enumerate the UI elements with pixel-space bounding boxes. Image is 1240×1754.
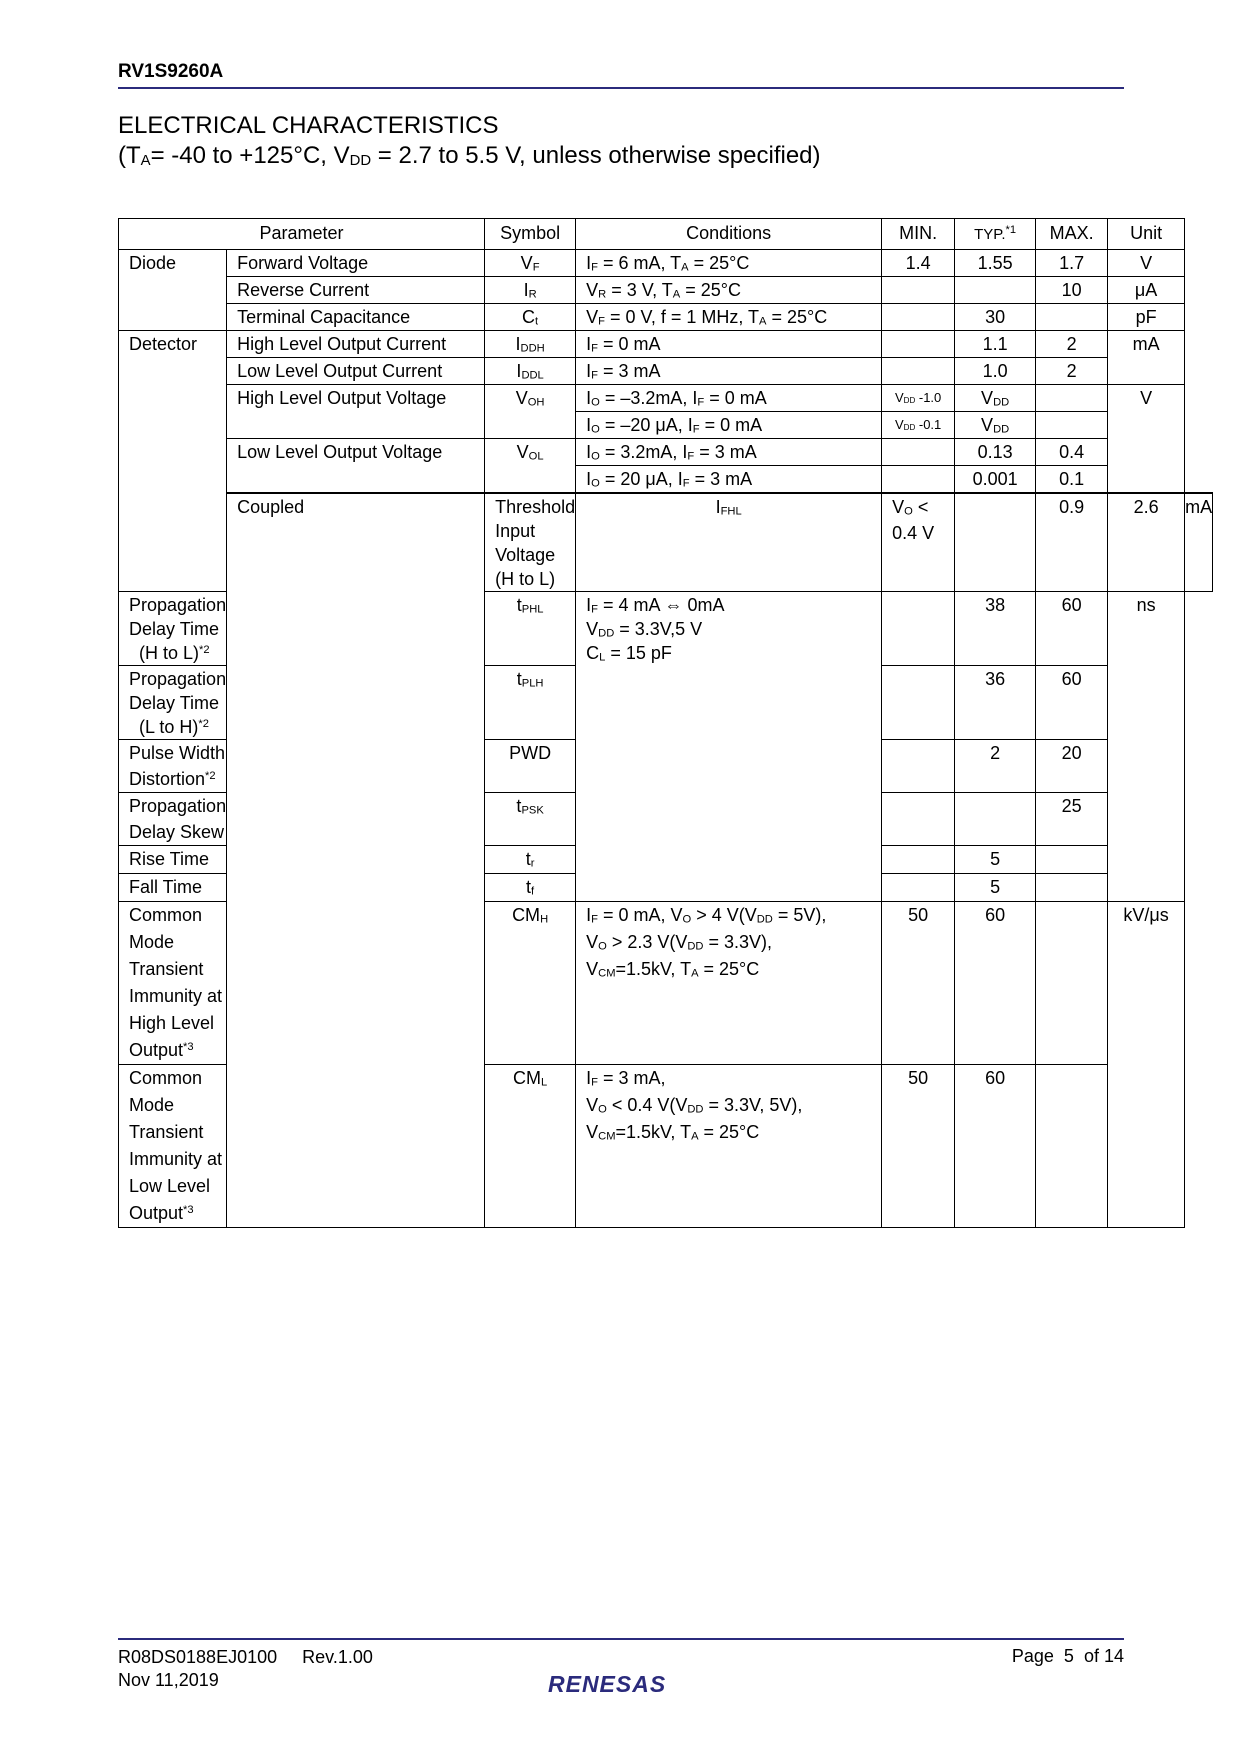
symbol-tpsk: tPSK — [485, 793, 576, 846]
param-low-level-output-current: Low Level Output Current — [227, 358, 485, 385]
typ-tf: 5 — [955, 874, 1036, 902]
unit-ifhl: mA — [1185, 493, 1213, 592]
cond-vol-1: IO = 3.2mA, IF = 3 mA — [576, 439, 882, 466]
max-iddh: 2 — [1036, 331, 1108, 358]
max-vol-2: 0.1 — [1036, 466, 1108, 494]
header-typ: TYP.$^{*1}$ — [955, 219, 1036, 250]
symbol-iddh: IDDH — [485, 331, 576, 358]
param-pulse-width-distortion: Pulse Width Distortion$^{*2}$ — [119, 740, 227, 793]
param-low-level-output-voltage: Low Level Output Voltage — [227, 439, 485, 494]
part-number: RV1S9260A — [118, 61, 224, 82]
param-cm-high: Common Mode Transient Immunity at High Level Output$^{*3}$ — [119, 902, 227, 1065]
typ-pwd: 2 — [955, 740, 1036, 793]
symbol-tphl: tPHL — [485, 592, 576, 666]
table-row — [119, 358, 1213, 385]
symbol-voh: VOH — [485, 385, 576, 439]
typ-cmh: 60 — [955, 902, 1036, 1065]
max-vol-1: 0.4 — [1036, 439, 1108, 466]
min-cmh: 50 — [882, 902, 955, 1065]
typ-cml: 60 — [955, 1065, 1036, 1228]
max-vf: 1.7 — [1036, 250, 1108, 277]
group-coupled: Coupled — [227, 493, 485, 1228]
renesas-logo — [548, 1672, 694, 1701]
symbol-cml: CML — [485, 1065, 576, 1228]
typ-vol-1: 0.13 — [955, 439, 1036, 466]
header-max: MAX. — [1036, 219, 1108, 250]
cond-ifhl: VO < 0.4 V — [882, 493, 955, 592]
header-min: MIN. — [882, 219, 955, 250]
typ-iddl: 1.0 — [955, 358, 1036, 385]
electrical-characteristics-table — [118, 218, 1213, 1228]
symbol-ct: Ct — [485, 304, 576, 331]
header-conditions: Conditions — [576, 219, 882, 250]
min-voh-1: VDD -1.0 — [882, 385, 955, 412]
max-tplh: 60 — [1036, 666, 1108, 740]
param-fall-time: Fall Time — [119, 874, 227, 902]
cond-ir: VR = 3 V, TA = 25°C — [576, 277, 882, 304]
doc-number: R08DS0188EJ0100 — [118, 1647, 278, 1667]
title-line2: (TA= -40 to +125°C, VDD = 2.7 to 5.5 V, unless otherwise specified) — [118, 142, 821, 170]
typ-voh-2: VDD — [955, 412, 1036, 439]
typ-ifhl: 0.9 — [1036, 493, 1108, 592]
svg-text:RENESAS: RENESAS — [548, 1672, 667, 1696]
unit-timing: ns — [1108, 592, 1185, 902]
table-row — [119, 493, 1213, 592]
unit-ir: μA — [1108, 277, 1185, 304]
unit-ct: pF — [1108, 304, 1185, 331]
cond-iddh: IF = 0 mA — [576, 331, 882, 358]
header-symbol: Symbol — [485, 219, 576, 250]
table-row — [119, 250, 1213, 277]
cond-voh-2: IO = –20 μA, IF = 0 mA — [576, 412, 882, 439]
symbol-vol: VOL — [485, 439, 576, 494]
param-rise-time: Rise Time — [119, 846, 227, 874]
header-rule — [118, 87, 1124, 89]
unit-iddh: mA — [1108, 331, 1185, 358]
table-header-row — [119, 219, 1213, 250]
param-reverse-current: Reverse Current — [227, 277, 485, 304]
max-ir: 10 — [1036, 277, 1108, 304]
max-ifhl: 2.6 — [1108, 493, 1185, 592]
cond-voh-1: IO = –3.2mA, IF = 0 mA — [576, 385, 882, 412]
symbol-cmh: CMH — [485, 902, 576, 1065]
symbol-tplh: tPLH — [485, 666, 576, 740]
doc-date: Nov 11,2019 — [118, 1670, 219, 1690]
max-iddl: 2 — [1036, 358, 1108, 385]
renesas-logo-mark — [548, 1672, 694, 1696]
max-tphl: 60 — [1036, 592, 1108, 666]
param-propagation-delay-hl: Propagation Delay Time (H to L)$^{*2}$ — [119, 592, 227, 666]
unit-cm: kV/μs — [1108, 902, 1185, 1228]
header-parameter: Parameter — [119, 219, 485, 250]
unit-voh: V — [1108, 385, 1185, 494]
page-indicator: Page 5 of 14 — [1011, 1646, 1124, 1666]
typ-iddh: 1.1 — [955, 331, 1036, 358]
max-pwd: 20 — [1036, 740, 1108, 793]
header-unit: Unit — [1108, 219, 1185, 250]
param-high-level-output-current: High Level Output Current — [227, 331, 485, 358]
cond-ct: VF = 0 V, f = 1 MHz, TA = 25°C — [576, 304, 882, 331]
typ-voh-1: VDD — [955, 385, 1036, 412]
cond-vf: IF = 6 mA, TA = 25°C — [576, 250, 882, 277]
param-propagation-delay-skew: Propagation Delay Skew — [119, 793, 227, 846]
min-vf: 1.4 — [882, 250, 955, 277]
param-cm-low: Common Mode Transient Immunity at Low Level Output$^{*3}$ — [119, 1065, 227, 1228]
revision: Rev.1.00 — [302, 1647, 373, 1667]
typ-vf: 1.55 — [955, 250, 1036, 277]
param-forward-voltage: Forward Voltage — [227, 250, 485, 277]
symbol-pwd: PWD — [485, 740, 576, 793]
typ-tr: 5 — [955, 846, 1036, 874]
min-voh-2: VDD -0.1 — [882, 412, 955, 439]
cond-vol-2: IO = 20 μA, IF = 3 mA — [576, 466, 882, 494]
unit-vf: V — [1108, 250, 1185, 277]
footer-rule — [118, 1638, 1124, 1640]
typ-tphl: 38 — [955, 592, 1036, 666]
cond-iddl: IF = 3 mA — [576, 358, 882, 385]
symbol-ir: IR — [485, 277, 576, 304]
symbol-tr: tr — [485, 846, 576, 874]
typ-ct: 30 — [955, 304, 1036, 331]
param-threshold-input-voltage: Threshold Input Voltage (H to L) — [485, 493, 576, 592]
group-detector: Detector — [119, 331, 227, 592]
param-terminal-capacitance: Terminal Capacitance — [227, 304, 485, 331]
symbol-tf: tf — [485, 874, 576, 902]
symbol-vf: VF — [485, 250, 576, 277]
cond-cml: IF = 3 mA, VO < 0.4 V(VDD = 3.3V, 5V), VCM=1.5kV, TA = 25°C — [576, 1065, 882, 1228]
table-row — [119, 304, 1213, 331]
param-propagation-delay-lh: Propagation Delay Time (L to H)$^{*2}$ — [119, 666, 227, 740]
symbol-ifhl: IFHL — [576, 493, 882, 592]
footer-doc-info — [118, 1646, 373, 1692]
param-high-level-output-voltage: High Level Output Voltage — [227, 385, 485, 439]
table-row — [119, 439, 1213, 466]
group-diode: Diode — [119, 250, 227, 331]
page-title — [118, 111, 821, 171]
typ-tplh: 36 — [955, 666, 1036, 740]
table-row — [119, 277, 1213, 304]
table-row — [119, 331, 1213, 358]
max-tpsk: 25 — [1036, 793, 1108, 846]
symbol-iddl: IDDL — [485, 358, 576, 385]
min-cml: 50 — [882, 1065, 955, 1228]
cond-cmh: IF = 0 mA, VO > 4 V(VDD = 5V), VO > 2.3 V(VDD = 3.3V), VCM=1.5kV, TA = 25°C — [576, 902, 882, 1065]
title-line1: ELECTRICAL CHARACTERISTICS — [118, 112, 499, 139]
cond-timing: IF = 4 mA ⇔ 0mA VDD = 3.3V,5 V CL = 15 pF — [576, 592, 882, 902]
typ-vol-2: 0.001 — [955, 466, 1036, 494]
table-row — [119, 385, 1213, 412]
